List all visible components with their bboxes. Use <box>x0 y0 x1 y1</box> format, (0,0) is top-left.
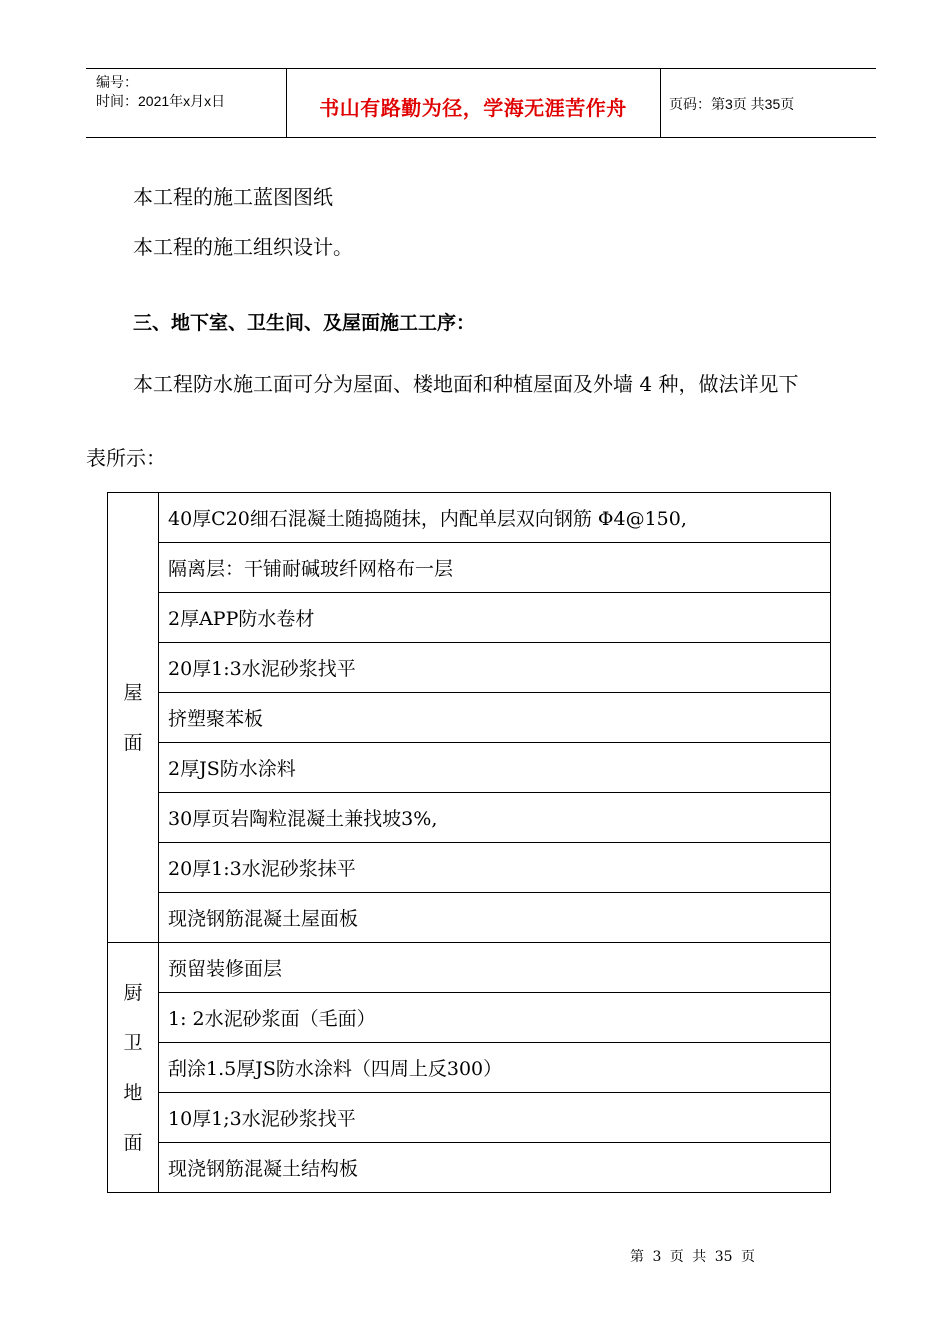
bath-category-char: 地 <box>123 1081 143 1104</box>
layer-cell: 预留装修面层 <box>159 943 831 993</box>
table-row <box>108 643 831 693</box>
table-row <box>108 1093 831 1143</box>
roof-category-char: 面 <box>123 731 143 754</box>
table-row <box>108 543 831 593</box>
layer-cell: 2厚APP防水卷材 <box>159 593 831 643</box>
header-divider <box>660 69 661 137</box>
layer-cell: 1: 2水泥砂浆面（毛面） <box>159 993 831 1043</box>
body-line-design: 本工程的施工组织设计。 <box>133 235 353 259</box>
layer-cell: 20厚1:3水泥砂浆抹平 <box>159 843 831 893</box>
layer-cell: 隔离层：干铺耐碱玻纤网格布一层 <box>159 543 831 593</box>
bath-category-char: 面 <box>123 1131 143 1154</box>
waterproof-spec-table <box>107 492 831 1193</box>
layer-cell: 现浇钢筋混凝土结构板 <box>159 1143 831 1193</box>
body-paragraph-line2: 表所示： <box>86 446 166 470</box>
body-paragraph-line1: 本工程防水施工面可分为屋面、楼地面和种植屋面及外墙 4 种，做法详见下 <box>133 372 799 396</box>
table-row <box>108 843 831 893</box>
table-row <box>108 993 831 1043</box>
bath-category-char: 卫 <box>123 1031 143 1054</box>
table-row <box>108 943 831 993</box>
layer-cell: 现浇钢筋混凝土屋面板 <box>159 893 831 943</box>
body-line-drawings: 本工程的施工蓝图图纸 <box>133 185 333 209</box>
layer-cell: 20厚1:3水泥砂浆找平 <box>159 643 831 693</box>
page-footer: 第 3 页 共 35 页 <box>630 1249 755 1265</box>
table-row <box>108 793 831 843</box>
table-row <box>108 1043 831 1093</box>
layer-cell: 10厚1;3水泥砂浆找平 <box>159 1093 831 1143</box>
layer-cell: 2厚JS防水涂料 <box>159 743 831 793</box>
doc-time-label: 时间：2021年x月x日 <box>96 93 226 109</box>
layer-cell: 刮涂1.5厚JS防水涂料（四周上反300） <box>159 1043 831 1093</box>
table-row <box>108 743 831 793</box>
doc-number-label: 编号： <box>96 74 138 90</box>
table-row <box>108 593 831 643</box>
roof-category-char: 屋 <box>123 681 143 704</box>
bath-category-cell <box>108 943 159 1193</box>
table-row <box>108 1143 831 1193</box>
page-header <box>86 68 876 138</box>
table-row <box>108 893 831 943</box>
roof-category-cell <box>108 493 159 943</box>
layer-cell: 40厚C20细石混凝土随捣随抹，内配单层双向钢筋 Φ4@150, <box>159 493 831 543</box>
table-row <box>108 493 831 543</box>
table-row <box>108 693 831 743</box>
header-meta <box>96 73 225 111</box>
bath-category-char: 厨 <box>123 981 143 1004</box>
header-page-number: 页码：第3页 共35页 <box>669 96 795 112</box>
layer-cell: 挤塑聚苯板 <box>159 693 831 743</box>
header-motto: 书山有路勤为径，学海无涯苦作舟 <box>319 98 627 120</box>
layer-cell: 30厚页岩陶粒混凝土兼找坡3%, <box>159 793 831 843</box>
section-heading: 三、地下室、卫生间、及屋面施工工序： <box>133 312 476 334</box>
